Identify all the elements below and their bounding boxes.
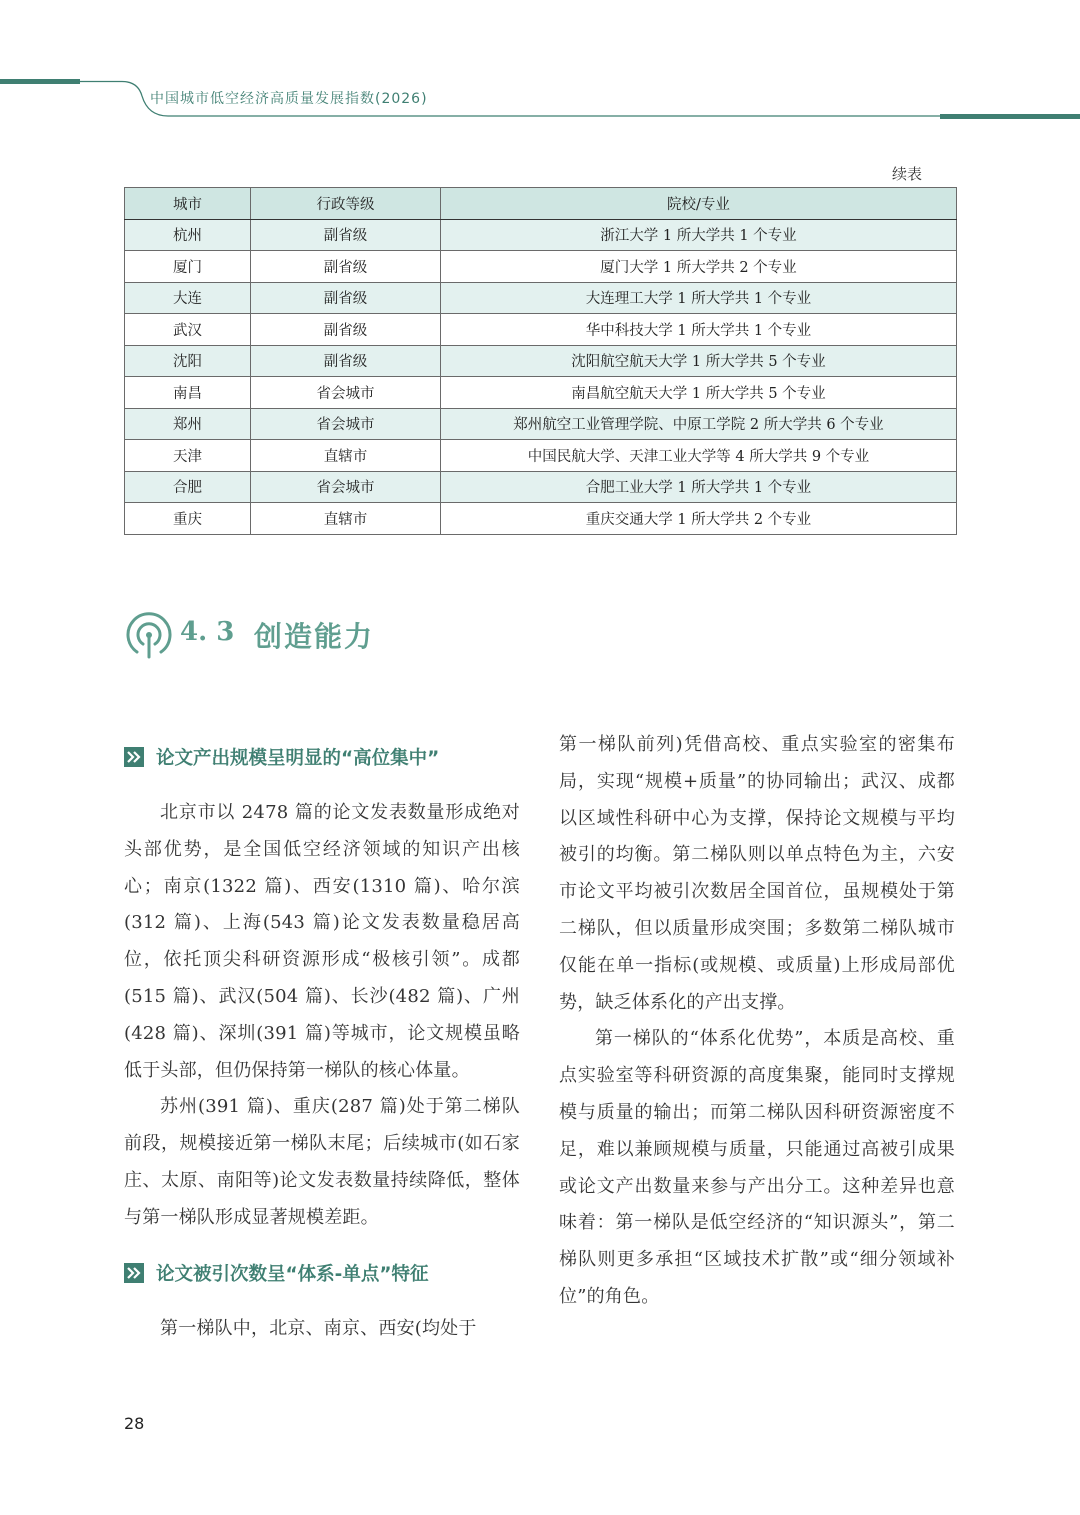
universities-table <box>124 187 957 535</box>
subheading-text: 论文被引次数呈“体系-单点”特征 <box>156 1263 429 1285</box>
table-continued-label: 续表 <box>892 165 923 183</box>
table-row <box>125 408 957 440</box>
table-row <box>125 377 957 409</box>
cell-city: 重庆 <box>125 503 251 535</box>
body-paragraph-continued: 第一梯队前列)凭借高校、重点实验室的密集布局，实现“规模+质量”的协同输出；武汉、成都以区域性科研中心为支撑，保持论文规模与平均被引的均衡。第二梯队则以单点特色为主，六安市论文平均被引次数居全国首位，虽规模处于第二梯队，但以质量形成突围；多数第二梯队城市仅能在单一指标(或规模、或质量)上形成局部优势，缺乏体系化的产出支撑。 <box>559 734 955 1013</box>
cell-admin-level: 省会城市 <box>251 471 441 503</box>
section-title: 创造能力 <box>254 620 375 653</box>
column-header-city: 城市 <box>125 188 251 220</box>
running-header-title: 中国城市低空经济高质量发展指数(2026) <box>150 91 428 107</box>
cell-university-major: 厦门大学 1 所大学共 2 个专业 <box>441 251 957 283</box>
left-column <box>124 737 520 1347</box>
cell-university-major: 大连理工大学 1 所大学共 1 个专业 <box>441 282 957 314</box>
table-row <box>125 440 957 472</box>
body-paragraph: 苏州(391 篇)、重庆(287 篇)处于第二梯队前段，规模接近第一梯队末尾；后续城市(如石家庄、太原、南阳等)论文发表数量持续降低，整体与第一梯队形成显著规模差距。 <box>124 1096 520 1228</box>
section-number: 4. 3 <box>180 617 235 647</box>
cell-city: 南昌 <box>125 377 251 409</box>
table-row <box>125 219 957 251</box>
table-row <box>125 345 957 377</box>
cell-city: 合肥 <box>125 471 251 503</box>
column-header-admin-level: 行政等级 <box>251 188 441 220</box>
cell-city: 大连 <box>125 282 251 314</box>
cell-university-major: 重庆交通大学 1 所大学共 2 个专业 <box>441 503 957 535</box>
cell-city: 厦门 <box>125 251 251 283</box>
body-paragraph: 北京市以 2478 篇的论文发表数量形成绝对头部优势，是全国低空经济领域的知识产出核心；南京(1322 篇)、西安(1310 篇)、哈尔滨(312 篇)、上海(543 篇)论文发表数量稳居高位，依托顶尖科研资源形成“极核引领”。成都(515 篇)、武汉(504 篇)、长沙(482 篇)、广州(428 篇)、深圳(391 篇)等城市，论文规模虽略低于头部，但仍保持第一梯队的核心体量。 <box>124 802 520 1081</box>
double-chevron-icon <box>124 1263 144 1283</box>
subheading-paper-output <box>124 737 520 777</box>
body-paragraph: 第一梯队中，北京、南京、西安(均处于 <box>160 1317 477 1339</box>
cell-city: 杭州 <box>125 219 251 251</box>
subheading-citations <box>124 1253 520 1293</box>
header-decoration <box>0 0 1080 130</box>
cell-admin-level: 省会城市 <box>251 377 441 409</box>
cell-admin-level: 直辖市 <box>251 503 441 535</box>
table-row <box>125 503 957 535</box>
cell-admin-level: 副省级 <box>251 219 441 251</box>
cell-university-major: 郑州航空工业管理学院、中原工学院 2 所大学共 6 个专业 <box>441 408 957 440</box>
cell-admin-level: 副省级 <box>251 345 441 377</box>
cell-university-major: 沈阳航空航天大学 1 所大学共 5 个专业 <box>441 345 957 377</box>
subheading-text: 论文产出规模呈明显的“高位集中” <box>156 748 440 769</box>
cell-city: 沈阳 <box>125 345 251 377</box>
cell-city: 天津 <box>125 440 251 472</box>
cell-city: 郑州 <box>125 408 251 440</box>
table-header-row <box>125 188 957 220</box>
right-column <box>559 727 955 1316</box>
cell-university-major: 中国民航大学、天津工业大学等 4 所大学共 9 个专业 <box>441 440 957 472</box>
cell-university-major: 合肥工业大学 1 所大学共 1 个专业 <box>441 471 957 503</box>
cell-admin-level: 副省级 <box>251 282 441 314</box>
page-number: 28 <box>124 1414 145 1433</box>
table-row <box>125 314 957 346</box>
cell-admin-level: 副省级 <box>251 251 441 283</box>
table-row <box>125 251 957 283</box>
cell-city: 武汉 <box>125 314 251 346</box>
cell-admin-level: 副省级 <box>251 314 441 346</box>
cell-university-major: 浙江大学 1 所大学共 1 个专业 <box>441 219 957 251</box>
double-chevron-icon <box>124 747 144 767</box>
column-header-university-major: 院校/专业 <box>441 188 957 220</box>
table-row <box>125 282 957 314</box>
cell-admin-level: 省会城市 <box>251 408 441 440</box>
table-row <box>125 471 957 503</box>
cell-university-major: 华中科技大学 1 所大学共 1 个专业 <box>441 314 957 346</box>
body-paragraph: 第一梯队的“体系化优势”，本质是高校、重点实验室等科研资源的高度集聚，能同时支撑规模与质量的输出；而第二梯队因科研资源密度不足，难以兼顾规模与质量，只能通过高被引成果或论文产出数量来参与产出分工。这种差异也意味着：第一梯队是低空经济的“知识源头”，第二梯队则更多承担“区域技术扩散”或“细分领域补位”的角色。 <box>559 1028 955 1307</box>
cell-admin-level: 直辖市 <box>251 440 441 472</box>
cell-university-major: 南昌航空航天大学 1 所大学共 5 个专业 <box>441 377 957 409</box>
location-pin-icon <box>124 611 174 661</box>
